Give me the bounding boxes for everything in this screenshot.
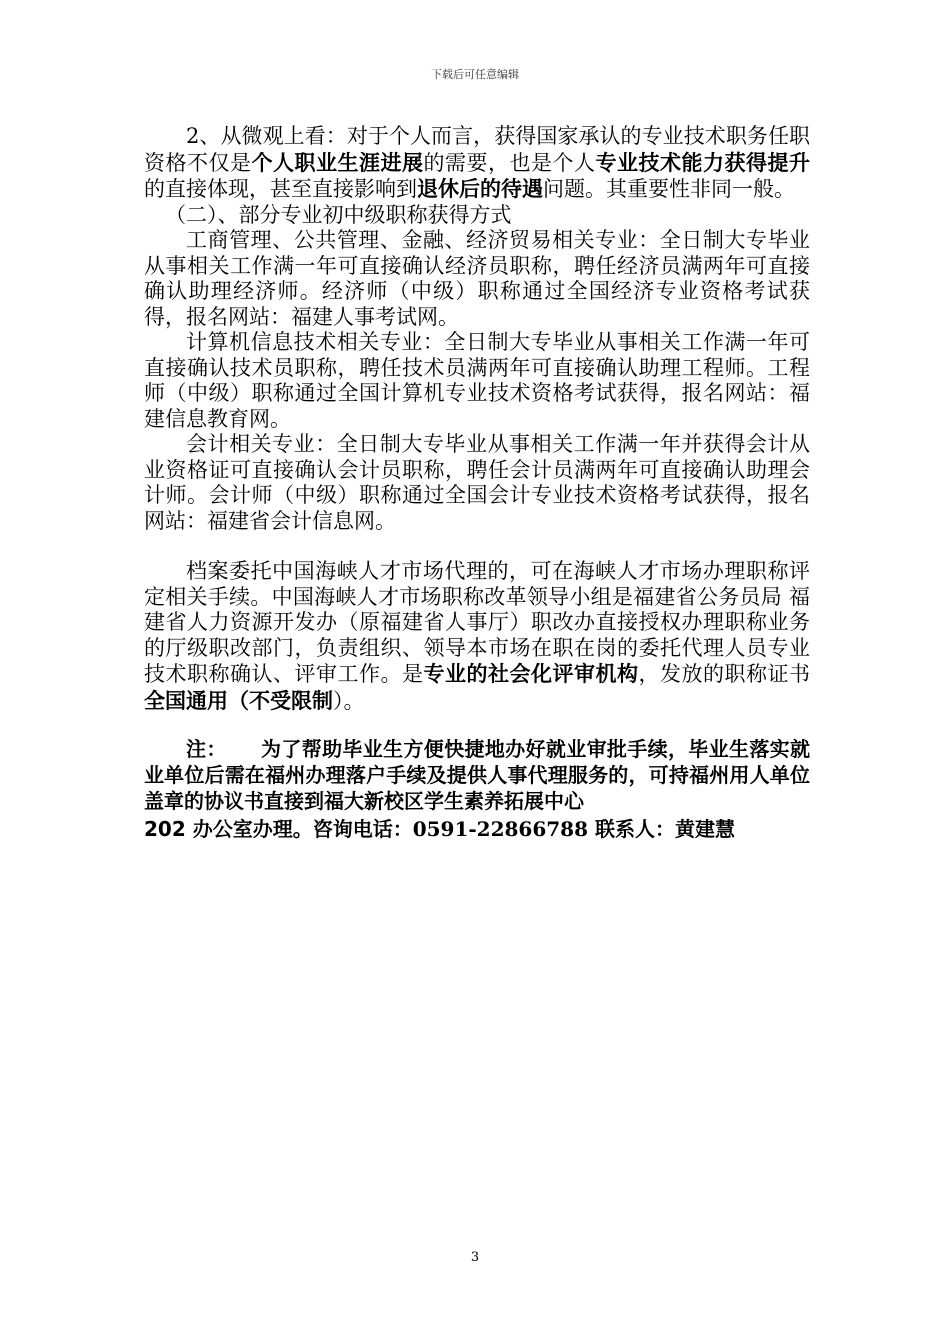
bold-span: 专业的社会化评审机构	[423, 661, 639, 686]
note-paragraph	[144, 736, 810, 814]
document-body	[144, 124, 810, 844]
text-span: 档案委托中国海峡人才市场代理的，可在海峡人才市场办理职称评定相关手续。中国海峡人才市场职称改革领导小组是福建省公务员局 福建省人力资源开发办（原福建省人事厅）职改办直接授权办理职称业务的厅级职改部门，负责组织、领导本市场在职在岗的委托代理人员专业技术职称确认、评审工作。是	[144, 559, 810, 686]
paragraph-business: 工商管理、公共管理、金融、经济贸易相关专业：全日制大专毕业从事相关工作满一年可直接确认经济员职称，聘任经济员满两年可直接确认助理经济师。经济师（中级）职称通过全国经济专业资格考试获得，报名网站：福建人事考试网。	[144, 228, 810, 329]
text-span: ，发放的职称证书	[638, 662, 810, 686]
note-label: 注：	[186, 737, 227, 761]
room-number: 202	[144, 817, 186, 841]
paragraph-archive	[144, 559, 810, 714]
page-number: 3	[470, 1250, 480, 1265]
note-text: 为了帮助毕业生方便快捷地办好就业审批手续，毕业生落实就业单位后需在福州办理落户手续及提供人事代理服务的，可持福州用人单位盖章的协议书直接到福大新校区学生素养拓展中心	[144, 737, 811, 813]
contact-text: 办公室办理。咨询电话：0591-22866788 联系人：黄建慧	[192, 817, 735, 841]
text-span: 的直接体现，甚至直接影响到	[144, 177, 417, 201]
section-title: （二）、部分专业初中级职称获得方式	[165, 202, 512, 227]
text-span: 问题。其重要性非同一般。	[543, 177, 795, 201]
bold-span: 个人职业生涯进展	[251, 149, 424, 175]
bold-span: 全国通用（不受限制	[144, 687, 333, 713]
bold-span: 退休后的待遇	[417, 176, 543, 201]
note-contact-line	[144, 814, 810, 844]
text-span: 的需要，也是个人	[423, 150, 596, 175]
page-header: 下载后可任意编辑	[431, 68, 519, 81]
paragraph-accounting: 会计相关专业：全日制大专毕业从事相关工作满一年并获得会计从业资格证可直接确认会计员职称，聘任会计员满两年可直接确认助理会计师。会计师（中级）职称通过全国会计专业技术资格考试获得，报名网站：福建省会计信息网。	[144, 432, 810, 533]
paragraph-micro-view	[144, 124, 810, 203]
paragraph-computer: 计算机信息技术相关专业：全日制大专毕业从事相关工作满一年可直接确认技术员职称，聘任技术员满两年可直接确认助理工程师。工程师（中级）职称通过全国计算机专业技术资格考试获得，报名网站：福建信息教育网。	[144, 330, 810, 431]
bold-span: 专业技术能力获得提升	[595, 149, 810, 175]
text-span: ）。	[333, 688, 365, 713]
text-span: 2、从微观上看：对于个人而言，获得国家承认的专业技术职务任职资格不仅是	[144, 124, 810, 175]
